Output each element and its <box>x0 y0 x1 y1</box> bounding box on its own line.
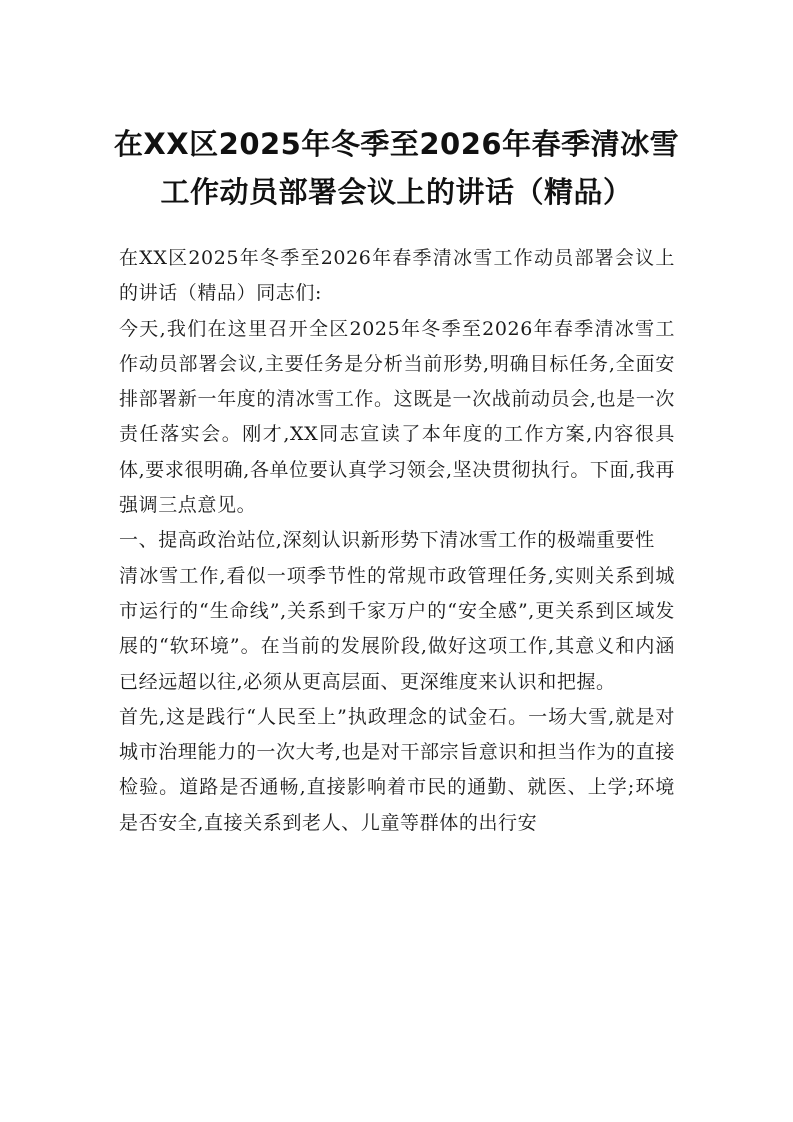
document-title <box>100 120 693 216</box>
title-line-1: 在XX区2025年冬季至2026年春季清冰雪 <box>113 127 680 161</box>
section-heading-1: 一、提高政治站位,深刻认识新形势下清冰雪工作的极端重要性 <box>119 529 655 552</box>
paragraph-opening: 今天,我们在这里召开全区2025年冬季至2026年春季清冰雪工作动员部署会议,主要任务是分析当前形势,明确目标任务,全面安排部署新一年度的清冰雪工作。这既是一次战前动员会,也是一次责任落实会。刚才,XX同志宣读了本年度的工作方案,内容很具体,要求很明确,各单位要认真学习领会,坚决贯彻执行。下面,我再强调三点意见。 <box>119 317 675 517</box>
document-body <box>119 241 675 841</box>
paragraph-significance: 清冰雪工作,看似一项季节性的常规市政管理任务,实则关系到城市运行的“生命线”,关系到千家万户的“安全感”,更关系到区域发展的“软环境”。在当前的发展阶段,做好这项工作,其意义和内涵已经远超以往,必须从更高层面、更深维度来认识和把握。 <box>119 564 675 693</box>
paragraph-first-point: 首先,这是践行“人民至上”执政理念的试金石。一场大雪,就是对城市治理能力的一次大考,也是对干部宗旨意识和担当作为的直接检验。道路是否通畅,直接影响着市民的通勤、就医、上学;环境是否安全,直接关系到老人、儿童等群体的出行安 <box>119 705 675 834</box>
title-line-2: 工作动员部署会议上的讲话（精品） <box>160 175 633 209</box>
paragraph-salutation: 在XX区2025年冬季至2026年春季清冰雪工作动员部署会议上的讲话（精品）同志们: <box>119 247 675 305</box>
